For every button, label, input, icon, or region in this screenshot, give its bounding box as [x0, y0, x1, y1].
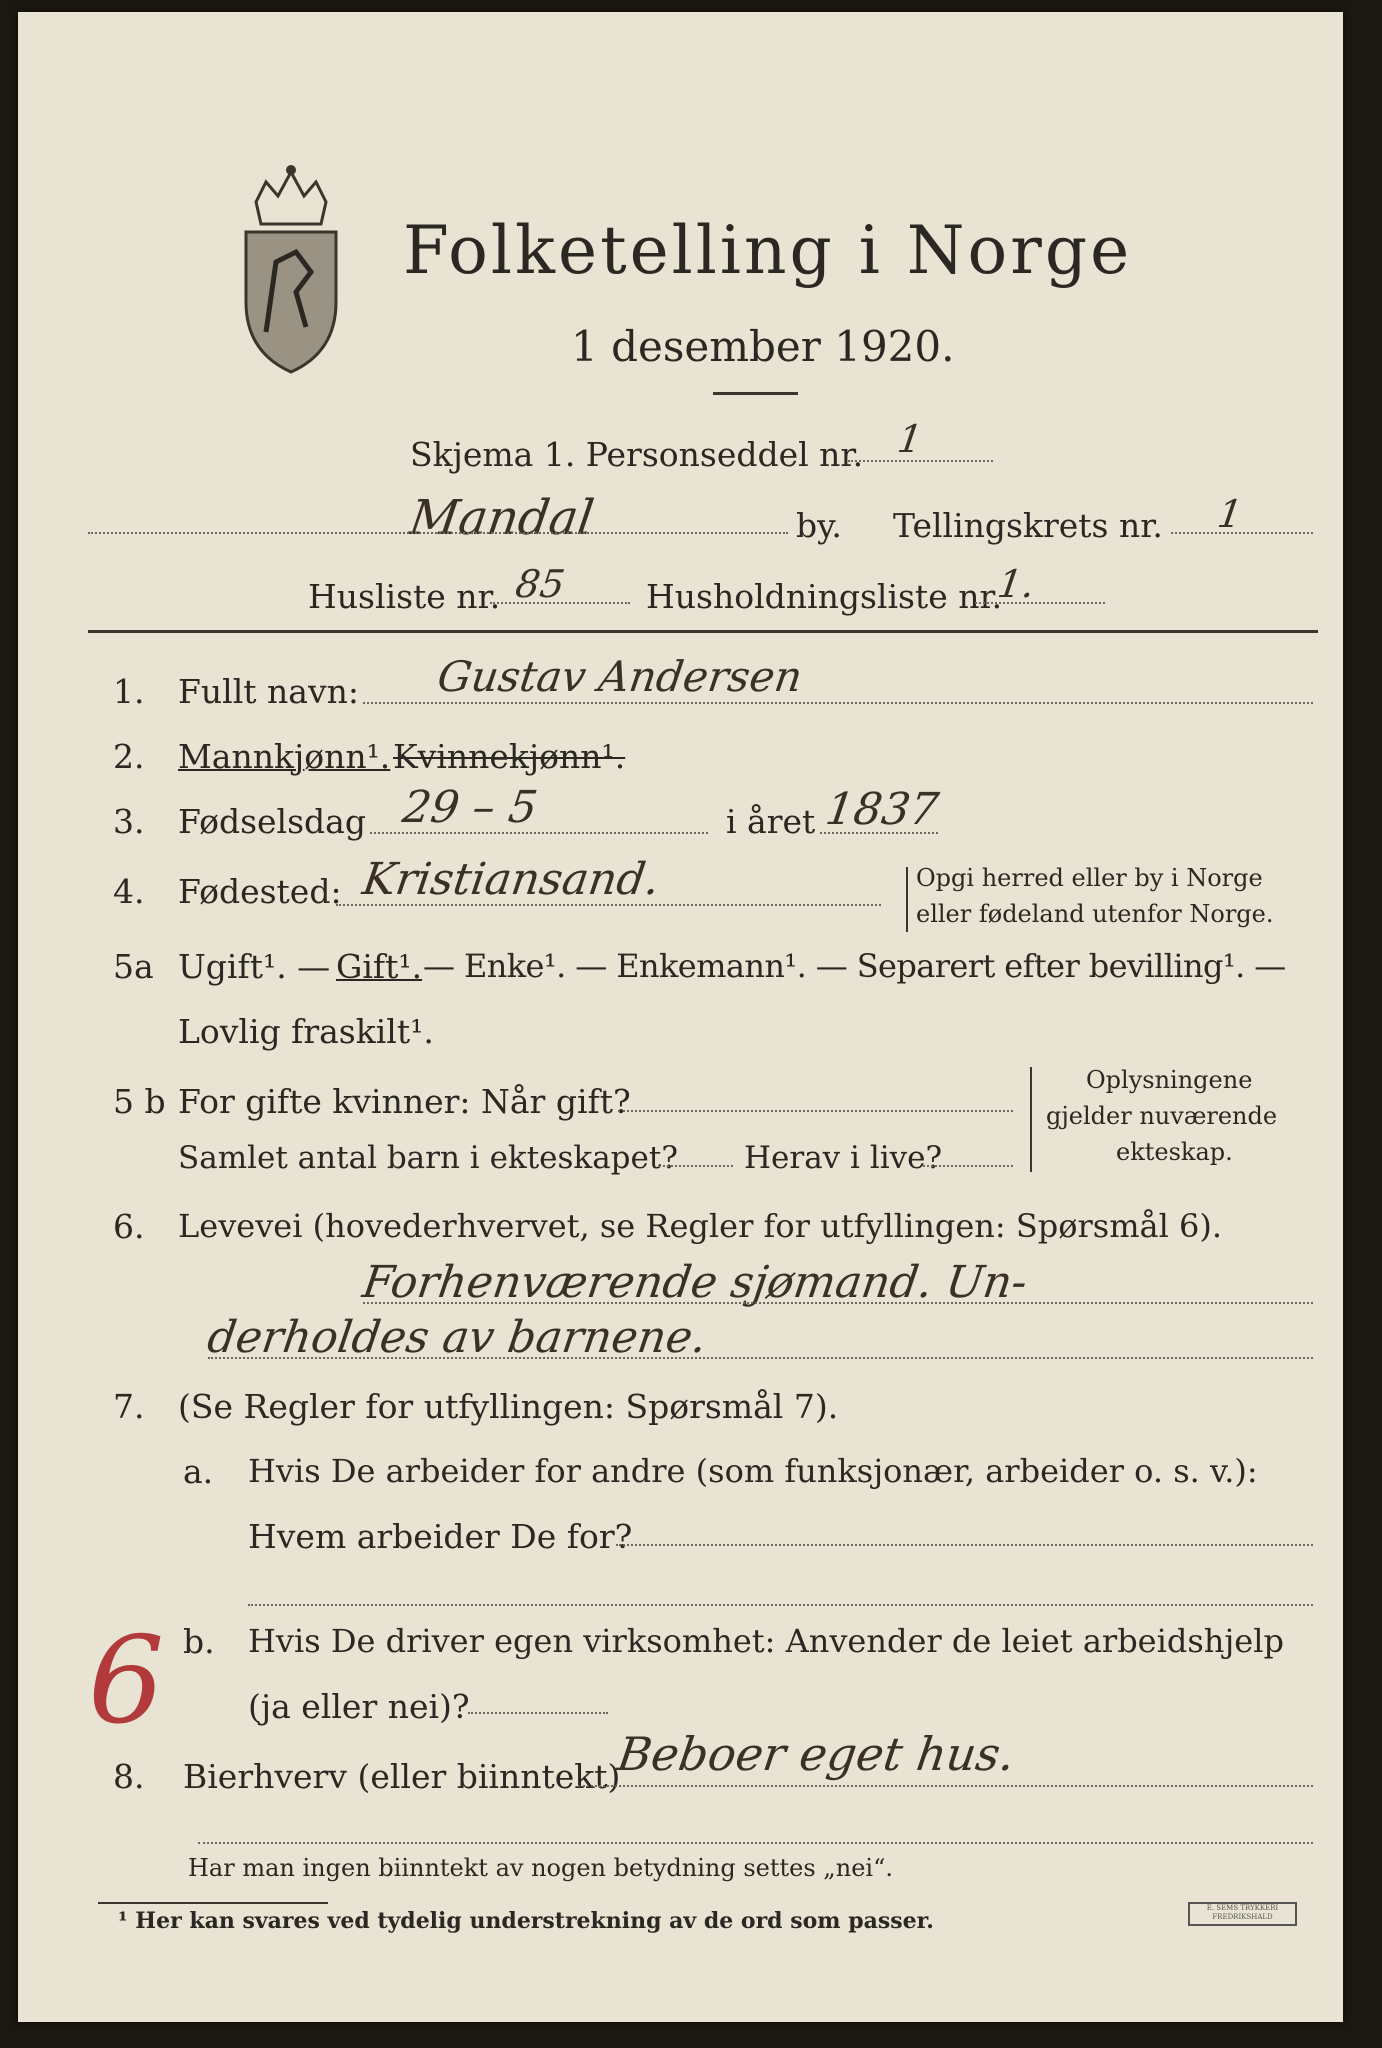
header-divider [88, 630, 1318, 633]
husholdning-label: Husholdningsliste nr. [646, 577, 1003, 616]
tellingskrets-field[interactable]: 1 [1214, 492, 1246, 536]
q5b-married-label: For gifte kvinner: Når gift? [178, 1082, 631, 1121]
husliste-label: Husliste nr. [308, 577, 501, 616]
footnote: ¹ Her kan svares ved tydelig understrekning av de ord som passer. [118, 1908, 934, 1934]
birthdate-field[interactable]: 29 – 5 [399, 782, 541, 833]
ugift-option[interactable]: Ugift¹. — [178, 947, 331, 986]
q5a-number: 5a [113, 947, 154, 986]
q7b-hired-help-label: (ja eller nei)? [248, 1687, 470, 1726]
footnote-rule [98, 1902, 328, 1904]
q1-number: 1. [113, 672, 145, 711]
employer-field-line2[interactable] [248, 1604, 1313, 1606]
q7-number: 7. [113, 1387, 145, 1426]
schema-label: Skjema 1. Personseddel nr. [410, 435, 864, 474]
birthplace-field[interactable]: Kristiansand. [359, 854, 663, 905]
occupation-field-line1[interactable]: Forhenværende sjømand. Un- [359, 1257, 1031, 1308]
q7a-label: Hvis De arbeider for andre (som funksjonær, arbeider o. s. v.): [248, 1452, 1258, 1490]
husholdning-field[interactable]: 1. [994, 562, 1038, 606]
birthyear-field[interactable]: 1837 [822, 784, 942, 835]
form-date: 1 desember 1920. [571, 322, 955, 371]
q8-number: 8. [113, 1757, 145, 1796]
q3-number: 3. [113, 802, 145, 841]
q5b-number: 5 b [113, 1082, 166, 1121]
q5b-children-label: Samlet antal barn i ekteskapet? [178, 1140, 678, 1176]
q6-label: Levevei (hovederhvervet, se Regler for utfyllingen: Spørsmål 6). [178, 1207, 1223, 1245]
q5b-note-3: ekteskap. [1116, 1138, 1233, 1166]
q8-label: Bierhverv (eller biinntekt) [183, 1757, 621, 1796]
q2-number: 2. [113, 737, 145, 776]
q6-number: 6. [113, 1207, 145, 1246]
coat-of-arms-icon [236, 162, 346, 377]
marital-other-options[interactable]: — Enke¹. — Enkemann¹. — Separert efter bevilling¹. — [423, 947, 1286, 985]
q3-label: Fødselsdag [178, 802, 366, 841]
tellingskrets-label: Tellingskrets nr. [893, 506, 1163, 545]
q5b-note-1: Oplysningene [1086, 1066, 1253, 1094]
title-rule [713, 392, 798, 395]
q7a-number: a. [183, 1452, 214, 1491]
year-label: i året [726, 802, 816, 841]
printer-mark: E. SEMS TRYKKERI FREDRIKSHALD [1188, 1902, 1297, 1926]
birthplace-note-2: eller fødeland utenfor Norge. [916, 900, 1274, 928]
q4-number: 4. [113, 872, 145, 911]
side-income-field[interactable]: Beboer eget hus. [614, 1727, 1019, 1781]
full-name-field[interactable]: Gustav Andersen [434, 652, 806, 701]
mannkjonn-option[interactable]: Mannkjønn¹. [178, 737, 391, 776]
q5b-alive-label: Herav i live? [744, 1140, 943, 1176]
q8-note: Har man ingen biinntekt av nogen betydning settes „nei“. [188, 1854, 893, 1882]
employer-field[interactable] [616, 1544, 1313, 1546]
gift-option[interactable]: Gift¹. [336, 947, 423, 986]
birthplace-note-1: Opgi herred eller by i Norge [916, 864, 1263, 892]
census-form-sheet [18, 12, 1343, 2022]
hired-help-field[interactable] [468, 1712, 608, 1714]
q7a-employer-label: Hvem arbeider De for? [248, 1517, 633, 1556]
schema-number-field[interactable]: 1 [894, 417, 926, 461]
by-field[interactable]: Mandal [406, 490, 598, 546]
q7b-number: b. [183, 1622, 215, 1661]
occupation-field-line2[interactable]: derholdes av barnene. [204, 1312, 710, 1363]
q4-label: Fødested: [178, 872, 342, 911]
q1-label: Fullt navn: [178, 672, 359, 711]
q7b-label: Hvis De driver egen virksomhet: Anvender de leiet arbeidshjelp [248, 1622, 1284, 1660]
by-label: by. [796, 506, 842, 545]
form-title: Folketelling i Norge [403, 212, 1133, 289]
lovlig-fraskilt-option[interactable]: Lovlig fraskilt¹. [178, 1012, 434, 1051]
q5b-note-2: gjelder nuværende [1046, 1102, 1278, 1130]
margin-annotation: 6 [88, 1612, 165, 1751]
q7-label: (Se Regler for utfyllingen: Spørsmål 7). [178, 1387, 839, 1426]
husliste-field[interactable]: 85 [512, 562, 568, 606]
kvinnekjonn-option[interactable]: Kvinnekjønn¹. [393, 737, 626, 776]
